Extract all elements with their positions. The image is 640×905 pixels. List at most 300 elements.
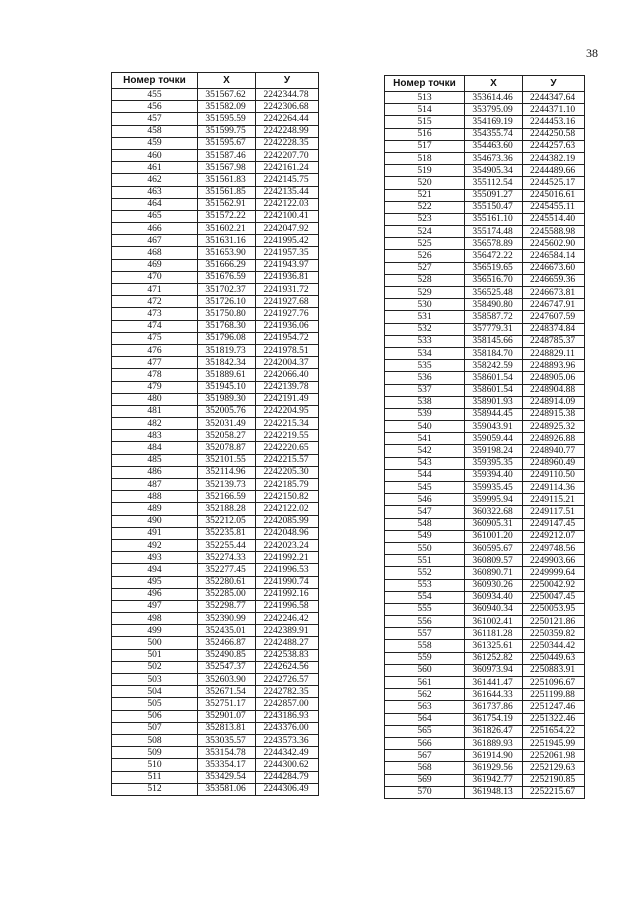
table-row [112,344,319,356]
cell-point-number: 568 [385,762,465,774]
cell-point-number: 567 [385,750,465,762]
table-row [385,213,585,225]
table-row [112,89,319,101]
cell-y: 2242264.44 [256,113,319,125]
cell-point-number: 549 [385,530,465,542]
table-row [112,564,319,576]
table-row [112,393,319,405]
cell-y: 2244342.49 [256,747,319,759]
cell-x: 361948.13 [465,786,523,798]
table-row [112,783,319,795]
cell-x: 352255.44 [198,539,256,551]
cell-y: 2242782.35 [256,686,319,698]
cell-point-number: 502 [112,661,198,673]
table-row [385,542,585,554]
cell-x: 352166.59 [198,491,256,503]
table-row [385,335,585,347]
cell-point-number: 460 [112,149,198,161]
cell-point-number: 527 [385,262,465,274]
cell-y: 2244382.19 [523,152,585,164]
table-row [385,165,585,177]
cell-point-number: 490 [112,515,198,527]
table-row [385,92,585,104]
cell-point-number: 519 [385,165,465,177]
cell-x: 352490.85 [198,649,256,661]
cell-point-number: 472 [112,296,198,308]
table-row [385,616,585,628]
table-row [112,442,319,454]
cell-x: 358944.45 [465,408,523,420]
cell-point-number: 559 [385,652,465,664]
cell-x: 352005.76 [198,405,256,417]
cell-x: 356525.48 [465,287,523,299]
cell-x: 351702.37 [198,284,256,296]
cell-x: 355112.54 [465,177,523,189]
cell-y: 2250053.95 [523,603,585,615]
table-row [385,372,585,384]
cell-point-number: 530 [385,299,465,311]
cell-x: 351631.16 [198,235,256,247]
cell-y: 2241957.35 [256,247,319,259]
cell-x: 352101.55 [198,454,256,466]
cell-x: 351842.34 [198,357,256,369]
cell-y: 2251945.99 [523,737,585,749]
table-row [385,518,585,530]
cell-y: 2244300.62 [256,759,319,771]
cell-x: 353614.46 [465,92,523,104]
cell-y: 2242047.92 [256,223,319,235]
cell-y: 2242150.82 [256,491,319,503]
cell-y: 2242122.03 [256,198,319,210]
cell-y: 2241990.74 [256,576,319,588]
table-row [112,223,319,235]
cell-x: 361001.20 [465,530,523,542]
cell-point-number: 565 [385,725,465,737]
cell-point-number: 488 [112,491,198,503]
table-row [385,445,585,457]
cell-point-number: 462 [112,174,198,186]
cell-y: 2247607.59 [523,311,585,323]
cell-y: 2245514.40 [523,213,585,225]
cell-point-number: 512 [112,783,198,795]
cell-x: 360322.68 [465,506,523,518]
cell-x: 360940.34 [465,603,523,615]
table-row [112,539,319,551]
cell-point-number: 483 [112,430,198,442]
table-row [385,311,585,323]
cell-point-number: 511 [112,771,198,783]
cell-x: 352031.49 [198,418,256,430]
cell-y: 2248904.88 [523,384,585,396]
cell-point-number: 553 [385,579,465,591]
cell-y: 2248893.96 [523,360,585,372]
cell-y: 2251199.88 [523,689,585,701]
cell-y: 2241992.21 [256,552,319,564]
cell-point-number: 506 [112,710,198,722]
table-row [112,430,319,442]
cell-point-number: 480 [112,393,198,405]
table-row [112,271,319,283]
cell-y: 2249212.07 [523,530,585,542]
cell-y: 2242066.40 [256,369,319,381]
cell-x: 351750.80 [198,308,256,320]
table-row [385,628,585,640]
table-row [112,308,319,320]
table-row [385,384,585,396]
cell-point-number: 541 [385,433,465,445]
cell-y: 2242161.24 [256,162,319,174]
cell-x: 352751.17 [198,698,256,710]
cell-x: 354673.36 [465,152,523,164]
table-row [112,661,319,673]
cell-point-number: 469 [112,259,198,271]
cell-point-number: 544 [385,469,465,481]
cell-y: 2242135.44 [256,186,319,198]
cell-x: 351567.98 [198,162,256,174]
table-row [112,515,319,527]
cell-x: 351666.29 [198,259,256,271]
cell-x: 352813.81 [198,722,256,734]
table-row [112,259,319,271]
cell-point-number: 456 [112,101,198,113]
cell-x: 356516.70 [465,274,523,286]
cell-y: 2250449.63 [523,652,585,664]
cell-x: 352435.01 [198,625,256,637]
cell-point-number: 525 [385,238,465,250]
cell-x: 352547.37 [198,661,256,673]
cell-y: 2242248.99 [256,125,319,137]
cell-x: 353154.78 [198,747,256,759]
table-row [112,479,319,491]
cell-point-number: 538 [385,396,465,408]
cell-point-number: 548 [385,518,465,530]
cell-point-number: 487 [112,479,198,491]
cell-point-number: 562 [385,689,465,701]
cell-point-number: 455 [112,89,198,101]
cell-y: 2245588.98 [523,226,585,238]
table-header-row [385,76,585,92]
table-row [385,555,585,567]
cell-y: 2242100.41 [256,210,319,222]
cell-point-number: 532 [385,323,465,335]
cell-x: 351561.83 [198,174,256,186]
cell-point-number: 516 [385,128,465,140]
coordinates-table-right [384,75,585,799]
header-x: Х [465,76,523,92]
table-row [112,710,319,722]
cell-point-number: 493 [112,552,198,564]
table-row [385,152,585,164]
table-row [385,664,585,676]
table-row [112,296,319,308]
cell-y: 2244489.66 [523,165,585,177]
cell-point-number: 465 [112,210,198,222]
cell-x: 351602.21 [198,223,256,235]
cell-x: 359198.24 [465,445,523,457]
cell-point-number: 550 [385,542,465,554]
table-row [385,299,585,311]
cell-x: 354169.19 [465,116,523,128]
table-row [385,603,585,615]
cell-y: 2242219.55 [256,430,319,442]
table-row [385,677,585,689]
cell-x: 361754.19 [465,713,523,725]
table-row [385,116,585,128]
cell-point-number: 498 [112,613,198,625]
cell-y: 2252190.85 [523,774,585,786]
cell-y: 2242389.91 [256,625,319,637]
cell-y: 2248925.32 [523,421,585,433]
cell-point-number: 551 [385,555,465,567]
cell-point-number: 545 [385,482,465,494]
cell-point-number: 536 [385,372,465,384]
cell-x: 352078.87 [198,442,256,454]
cell-point-number: 555 [385,603,465,615]
table-row [112,369,319,381]
cell-y: 2242048.96 [256,527,319,539]
cell-y: 2248905.06 [523,372,585,384]
cell-y: 2242085.99 [256,515,319,527]
cell-point-number: 537 [385,384,465,396]
coordinates-table-left [111,72,319,796]
cell-x: 361181.28 [465,628,523,640]
cell-x: 361942.77 [465,774,523,786]
cell-y: 2251322.46 [523,713,585,725]
cell-x: 361002.41 [465,616,523,628]
cell-x: 361325.61 [465,640,523,652]
cell-y: 2249748.56 [523,542,585,554]
cell-x: 358601.54 [465,384,523,396]
cell-point-number: 554 [385,591,465,603]
cell-y: 2249110.50 [523,469,585,481]
cell-x: 358145.66 [465,335,523,347]
table-row [112,284,319,296]
table-row [385,360,585,372]
cell-x: 351768.30 [198,320,256,332]
cell-y: 2242023.24 [256,539,319,551]
cell-point-number: 501 [112,649,198,661]
table-row [112,747,319,759]
page-number: 38 [586,46,598,60]
cell-y: 2248829.11 [523,347,585,359]
cell-point-number: 547 [385,506,465,518]
cell-y: 2242122.02 [256,503,319,515]
cell-x: 352390.99 [198,613,256,625]
cell-point-number: 529 [385,287,465,299]
cell-point-number: 507 [112,722,198,734]
cell-y: 2248915.38 [523,408,585,420]
table-row [112,588,319,600]
table-row [112,247,319,259]
cell-point-number: 504 [112,686,198,698]
table-row [385,737,585,749]
table-row [112,600,319,612]
cell-y: 2249903.66 [523,555,585,567]
table-row [112,418,319,430]
cell-x: 355091.27 [465,189,523,201]
table-row [385,762,585,774]
cell-x: 351595.67 [198,137,256,149]
cell-point-number: 552 [385,567,465,579]
cell-point-number: 471 [112,284,198,296]
table-row [112,466,319,478]
cell-point-number: 473 [112,308,198,320]
cell-x: 352466.87 [198,637,256,649]
header-x: Х [198,73,256,89]
table-row [112,125,319,137]
cell-y: 2250121.86 [523,616,585,628]
cell-y: 2242191.49 [256,393,319,405]
cell-y: 2243376.00 [256,722,319,734]
table-row [112,674,319,686]
table-row [385,408,585,420]
cell-y: 2242215.57 [256,454,319,466]
cell-x: 351653.90 [198,247,256,259]
table-row [385,530,585,542]
cell-y: 2242538.83 [256,649,319,661]
cell-x: 354905.34 [465,165,523,177]
table-row [112,137,319,149]
cell-point-number: 470 [112,271,198,283]
cell-x: 351819.73 [198,344,256,356]
cell-point-number: 564 [385,713,465,725]
cell-y: 2241943.97 [256,259,319,271]
cell-point-number: 569 [385,774,465,786]
cell-point-number: 496 [112,588,198,600]
table-row [112,149,319,161]
table-header-row [112,73,319,89]
table-row [112,198,319,210]
cell-x: 352274.33 [198,552,256,564]
cell-x: 351676.59 [198,271,256,283]
cell-x: 351989.30 [198,393,256,405]
cell-x: 352188.28 [198,503,256,515]
table-row [112,686,319,698]
cell-y: 2248785.37 [523,335,585,347]
cell-x: 355150.47 [465,201,523,213]
cell-x: 360809.57 [465,555,523,567]
table-row [112,771,319,783]
cell-y: 2250042.92 [523,579,585,591]
cell-point-number: 500 [112,637,198,649]
cell-y: 2248940.77 [523,445,585,457]
cell-y: 2241996.58 [256,600,319,612]
cell-y: 2241927.76 [256,308,319,320]
cell-y: 2251654.22 [523,725,585,737]
cell-x: 351889.61 [198,369,256,381]
cell-y: 2241931.72 [256,284,319,296]
table-row [385,786,585,798]
table-row [385,506,585,518]
table-row [112,162,319,174]
cell-x: 352603.90 [198,674,256,686]
cell-point-number: 484 [112,442,198,454]
table-row [385,457,585,469]
cell-y: 2243573.36 [256,734,319,746]
cell-y: 2248914.09 [523,396,585,408]
cell-point-number: 539 [385,408,465,420]
table-row [385,201,585,213]
table-row [385,591,585,603]
table-row [385,469,585,481]
cell-point-number: 489 [112,503,198,515]
cell-x: 351561.85 [198,186,256,198]
cell-point-number: 464 [112,198,198,210]
cell-x: 351582.09 [198,101,256,113]
table-row [112,527,319,539]
table-row [385,238,585,250]
cell-x: 359059.44 [465,433,523,445]
cell-point-number: 495 [112,576,198,588]
cell-y: 2250047.45 [523,591,585,603]
table-row [112,235,319,247]
table-row [385,433,585,445]
cell-y: 2249147.45 [523,518,585,530]
cell-y: 2244250.58 [523,128,585,140]
cell-point-number: 526 [385,250,465,262]
cell-y: 2244284.79 [256,771,319,783]
header-y: У [256,73,319,89]
cell-point-number: 481 [112,405,198,417]
cell-x: 359995.94 [465,494,523,506]
cell-point-number: 543 [385,457,465,469]
cell-point-number: 475 [112,332,198,344]
cell-y: 2246673.81 [523,287,585,299]
cell-y: 2244347.64 [523,92,585,104]
cell-y: 2244453.16 [523,116,585,128]
cell-x: 352058.27 [198,430,256,442]
table-row [112,381,319,393]
cell-x: 351595.59 [198,113,256,125]
table-row [112,649,319,661]
cell-y: 2241954.72 [256,332,319,344]
cell-point-number: 458 [112,125,198,137]
cell-x: 355161.10 [465,213,523,225]
cell-point-number: 476 [112,344,198,356]
cell-y: 2242145.75 [256,174,319,186]
table-row [385,128,585,140]
cell-x: 355174.48 [465,226,523,238]
table-row [385,750,585,762]
cell-y: 2242344.78 [256,89,319,101]
cell-y: 2241978.51 [256,344,319,356]
cell-point-number: 566 [385,737,465,749]
cell-y: 2244371.10 [523,104,585,116]
cell-point-number: 459 [112,137,198,149]
cell-y: 2244525.17 [523,177,585,189]
cell-point-number: 485 [112,454,198,466]
cell-point-number: 463 [112,186,198,198]
cell-x: 359935.45 [465,482,523,494]
cell-x: 358901.93 [465,396,523,408]
cell-x: 351567.62 [198,89,256,101]
cell-y: 2242220.65 [256,442,319,454]
cell-y: 2245602.90 [523,238,585,250]
table-row [385,287,585,299]
table-row [385,274,585,286]
table-row [112,637,319,649]
cell-y: 2250344.42 [523,640,585,652]
table-row [112,576,319,588]
cell-y: 2242204.95 [256,405,319,417]
table-row [112,320,319,332]
cell-x: 361889.93 [465,737,523,749]
cell-y: 2242726.57 [256,674,319,686]
cell-x: 351562.91 [198,198,256,210]
cell-x: 351726.10 [198,296,256,308]
cell-y: 2252215.67 [523,786,585,798]
cell-x: 361914.90 [465,750,523,762]
